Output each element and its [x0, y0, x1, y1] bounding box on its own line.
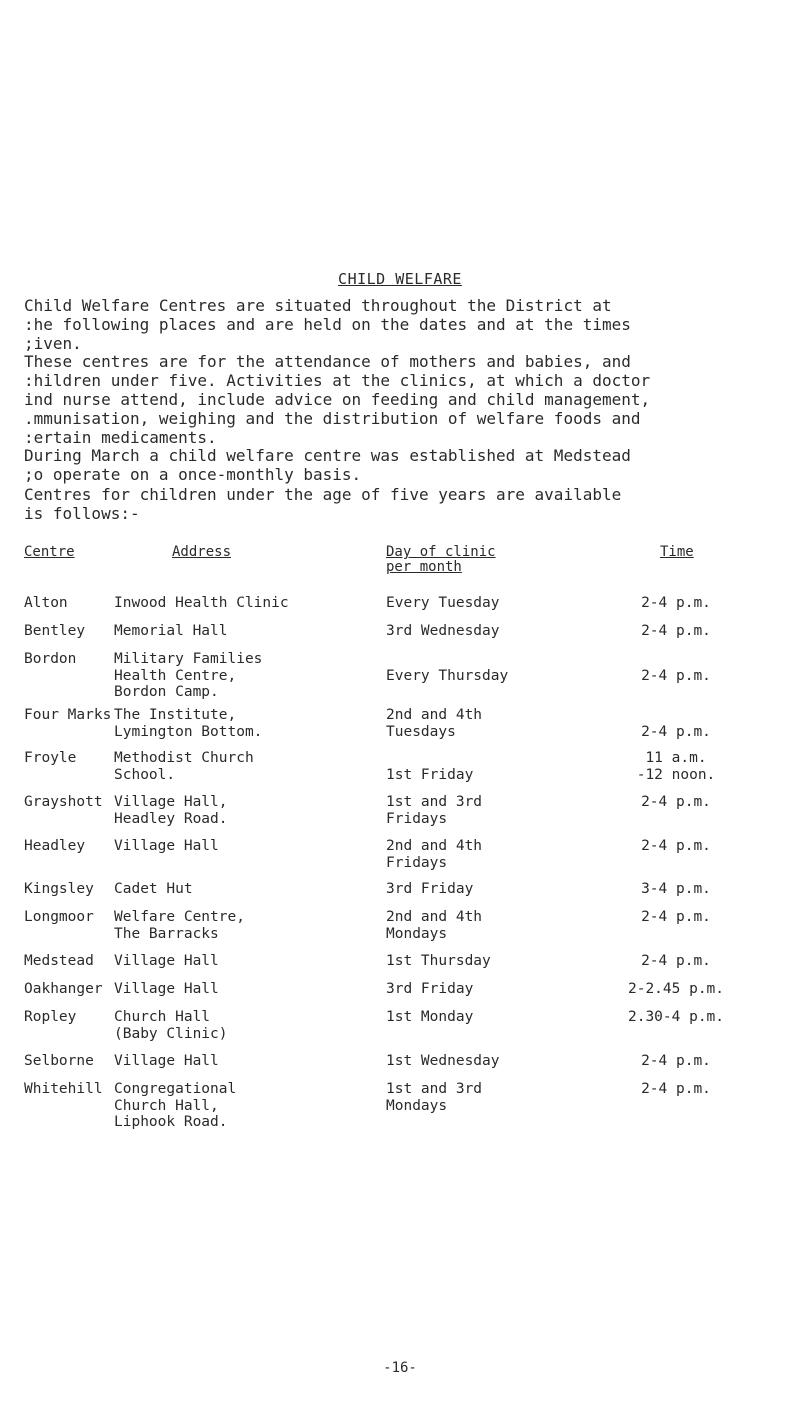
- page-number: -16-: [383, 1360, 417, 1376]
- cell-centre: Alton: [24, 595, 68, 611]
- page-title: CHILD WELFARE: [338, 270, 462, 288]
- cell-address: Military Families Health Centre, Bordon Camp.: [114, 651, 263, 700]
- cell-address: Cadet Hut: [114, 881, 193, 897]
- cell-day: 1st Wednesday: [386, 1053, 500, 1069]
- cell-centre: Selborne: [24, 1053, 94, 1069]
- cell-time: 2-4 p.m.: [641, 1081, 711, 1097]
- cell-address: The Institute, Lymington Bottom.: [114, 707, 263, 740]
- intro-paragraph: Child Welfare Centres are situated throughout the District at :he following places and are held on the dates and at the times ;iven.: [24, 296, 631, 353]
- activities-paragraph: These centres are for the attendance of mothers and babies, and :hildren under five. Activities at the clinics, at which a doctor ind nurse attend, include advice on feeding and child management, .mmunisation, weighing and the distribution of welfare foods and :ertain medicaments.: [24, 352, 651, 447]
- cell-centre: Headley: [24, 838, 86, 854]
- cell-day: Every Tuesday: [386, 595, 500, 611]
- medstead-paragraph: During March a child welfare centre was established at Medstead ;o operate on a once-monthly basis.: [24, 446, 631, 484]
- cell-centre: Kingsley: [24, 881, 94, 897]
- availability-paragraph: Centres for children under the age of five years are available is follows:-: [24, 485, 622, 523]
- column-header-time: Time: [660, 544, 694, 560]
- cell-time: 2-4 p.m.: [641, 909, 711, 925]
- cell-centre: Ropley: [24, 1009, 77, 1025]
- cell-time: 2-4 p.m.: [641, 623, 711, 639]
- cell-address: Village Hall, Headley Road.: [114, 794, 228, 827]
- cell-address: Church Hall (Baby Clinic): [114, 1009, 228, 1042]
- cell-time: 2-4 p.m.: [641, 794, 711, 810]
- column-header-centre: Centre: [24, 544, 75, 560]
- cell-day: 3rd Friday: [386, 981, 474, 997]
- cell-centre: Grayshott: [24, 794, 103, 810]
- cell-time: 2-2.45 p.m.: [627, 981, 725, 997]
- cell-day: 1st Friday: [386, 766, 474, 783]
- cell-centre: Oakhanger: [24, 981, 103, 997]
- cell-time: 2-4 p.m.: [641, 667, 711, 684]
- cell-centre: Bentley: [24, 623, 86, 639]
- cell-address: Village Hall: [114, 981, 219, 997]
- cell-time: 2-4 p.m.: [641, 1053, 711, 1069]
- cell-day: 1st Monday: [386, 1009, 474, 1025]
- cell-day: 2nd and 4th Tuesdays: [386, 707, 483, 740]
- cell-day: 2nd and 4th Mondays: [386, 909, 483, 942]
- cell-day: 2nd and 4th Fridays: [386, 838, 483, 871]
- cell-centre: Bordon: [24, 651, 77, 667]
- cell-address: Welfare Centre, The Barracks: [114, 909, 245, 942]
- cell-address: Village Hall: [114, 838, 219, 854]
- cell-address: Memorial Hall: [114, 623, 228, 639]
- cell-centre: Froyle: [24, 750, 77, 766]
- cell-time: 2-4 p.m.: [641, 838, 711, 854]
- cell-day: 3rd Wednesday: [386, 623, 500, 639]
- cell-time: 2-4 p.m.: [641, 953, 711, 969]
- cell-time: 2-4 p.m.: [641, 595, 711, 611]
- cell-centre: Whitehill: [24, 1081, 103, 1097]
- column-header-address: Address: [172, 544, 232, 560]
- cell-address: Inwood Health Clinic: [114, 595, 289, 611]
- cell-time: 11 a.m. -12 noon.: [636, 750, 716, 783]
- cell-address: Congregational Church Hall, Liphook Road.: [114, 1081, 237, 1130]
- cell-day: Every Thursday: [386, 667, 509, 684]
- cell-time: 3-4 p.m.: [641, 881, 711, 897]
- cell-centre: Medstead: [24, 953, 94, 969]
- cell-day: 1st Thursday: [386, 953, 491, 969]
- cell-address: Village Hall: [114, 953, 219, 969]
- cell-address: Village Hall: [114, 1053, 219, 1069]
- cell-centre: Longmoor: [24, 909, 94, 925]
- cell-centre: Four Marks: [24, 707, 112, 723]
- cell-time: 2-4 p.m.: [641, 723, 711, 740]
- cell-day: 1st and 3rd Mondays: [386, 1081, 483, 1114]
- cell-time: 2.30-4 p.m.: [627, 1009, 725, 1025]
- column-header-day: Day of clinic per month: [386, 544, 496, 575]
- cell-day: 3rd Friday: [386, 881, 474, 897]
- cell-day: 1st and 3rd Fridays: [386, 794, 483, 827]
- cell-address: Methodist Church School.: [114, 750, 254, 783]
